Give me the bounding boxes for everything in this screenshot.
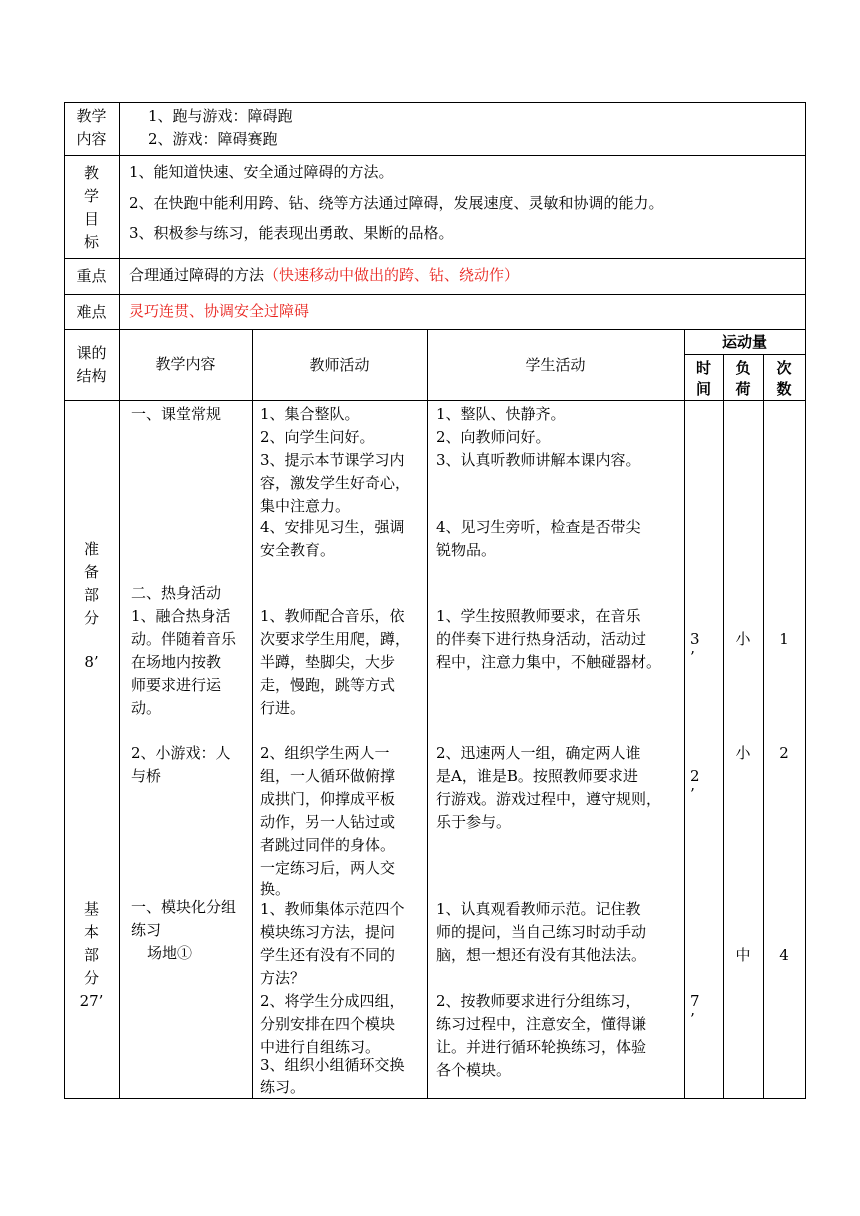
content-item-1: 1、跑与游戏：障碍跑 (148, 107, 293, 125)
teacher-line: 动作，另一人钻过或 (260, 813, 396, 831)
teacher-line: 成拱门，仰撑成平板 (260, 790, 396, 808)
goal-3: 3、积极参与练习，能表现出勇敢、果断的品格。 (129, 224, 454, 242)
content-line: 2、小游戏：人 (131, 744, 231, 762)
teacher-line: 容，激发学生好奇心， (260, 474, 411, 492)
structure-header-line-1: 课的 (76, 344, 107, 362)
student-line: 的伴奏下进行热身活动，活动过 (436, 630, 647, 648)
load-intensity: 小 (735, 744, 751, 762)
goal-1: 1、能知道快速、安全通过障碍的方法。 (129, 163, 394, 181)
content-line: 二、热身活动 (131, 584, 222, 602)
teacher-line: 半蹲，垫脚尖，大步 (260, 653, 396, 671)
load-time-unit: ’ (690, 785, 695, 803)
teacher-line: 行进。 (260, 699, 306, 717)
content-line: 师要求进行运 (131, 676, 222, 694)
goal-2: 2、在快跑中能利用跨、钻、绕等方法通过障碍，发展速度、灵敏和协调的能力。 (129, 194, 664, 212)
content-line: 与桥 (131, 767, 162, 785)
load-time: 2 (690, 767, 700, 785)
intensity-header-char-2: 荷 (735, 380, 751, 398)
teacher-line: 学生还有没有不同的 (260, 946, 396, 964)
intensity-header-char-1: 负 (735, 359, 751, 377)
load-intensity: 中 (735, 946, 751, 964)
teacher-line: 分别安排在四个模块 (260, 1015, 396, 1033)
prep-char: 准 (83, 540, 99, 558)
load-time: 7 (690, 992, 700, 1010)
goal-label-char-3: 目 (83, 210, 99, 228)
student-line: 2、按教师要求进行分组练习， (436, 992, 641, 1010)
teacher-column-header: 教师活动 (309, 356, 370, 374)
student-column-header: 学生活动 (525, 356, 586, 374)
teacher-line: 3、提示本节课学习内 (260, 451, 405, 469)
teacher-line: 4、安排见习生，强调 (260, 518, 405, 536)
content-line: 1、融合热身活 (131, 607, 231, 625)
content-line: 练习 (131, 921, 162, 939)
teacher-line: 者跳过同伴的身体。 (260, 836, 396, 854)
basic-duration: 27’ (79, 992, 104, 1010)
count-header-char-1: 次 (776, 359, 792, 377)
content-line: 在场地内按教 (131, 653, 222, 671)
teacher-line: 2、组织学生两人一 (260, 744, 390, 762)
content-label-line-2: 内容 (76, 130, 107, 148)
load-column-header: 运动量 (721, 333, 767, 351)
teacher-line: 组，一人循环做俯撑 (260, 767, 396, 785)
load-time: 3 (690, 630, 700, 648)
student-line: 3、认真听教师讲解本课内容。 (436, 451, 641, 469)
teacher-line: 中进行自组练习。 (260, 1038, 381, 1056)
teacher-line: 2、向学生问好。 (260, 428, 375, 446)
teacher-line: 3、组织小组循环交换 (260, 1056, 405, 1074)
student-line: 1、认真观看教师示范。记住教 (436, 900, 641, 918)
content-line: 场地① (147, 944, 193, 962)
teacher-line: 1、教师集体示范四个 (260, 900, 405, 918)
teacher-line: 一定练习后，两人交 (260, 859, 396, 877)
teacher-line: 2、将学生分成四组， (260, 992, 405, 1010)
student-line: 程中，注意力集中，不触碰器材。 (436, 653, 662, 671)
student-line: 乐于参与。 (436, 813, 512, 831)
prep-char: 部 (83, 586, 99, 604)
content-label-line-1: 教学 (76, 107, 107, 125)
goal-label-char-2: 学 (83, 187, 99, 205)
load-time-unit: ’ (690, 648, 695, 666)
teacher-line: 集中注意力。 (260, 497, 351, 515)
difficulty-label: 难点 (76, 303, 107, 321)
teacher-line: 换。 (260, 880, 291, 898)
content-column-header: 教学内容 (155, 355, 216, 373)
teacher-line: 模块练习方法，提问 (260, 923, 396, 941)
content-item-2: 2、游戏：障碍赛跑 (148, 130, 278, 148)
load-time-unit: ’ (690, 1010, 695, 1028)
time-header-char-1: 时 (695, 359, 711, 377)
student-line: 锐物品。 (436, 541, 497, 559)
student-line: 行游戏。游戏过程中，遵守规则， (436, 790, 662, 808)
teacher-line: 走，慢跑，跳等方式 (260, 676, 396, 694)
load-count: 2 (779, 744, 789, 762)
basic-char: 基 (83, 900, 99, 918)
count-header-char-2: 数 (776, 380, 792, 398)
basic-char: 分 (83, 969, 99, 987)
teacher-line: 方法？ (260, 969, 306, 987)
student-line: 练习过程中，注意安全，懂得谦 (436, 1015, 647, 1033)
goal-label-char-1: 教 (83, 164, 99, 182)
teacher-line: 1、集合整队。 (260, 405, 360, 423)
teacher-line: 次要求学生用爬，蹲， (260, 630, 411, 648)
prep-char: 备 (83, 563, 99, 581)
difficulty-text: 灵巧连贯、协调安全过障碍 (129, 302, 310, 320)
student-line: 师的提问，当自己练习时动手动 (436, 923, 647, 941)
content-line: 动。伴随着音乐 (131, 630, 237, 648)
key-point (129, 264, 519, 287)
prep-char: 分 (83, 609, 99, 627)
key-point-highlight: （快速移动中做出的跨、钻、绕动作） (264, 266, 520, 284)
student-line: 是A，谁是B。按照教师要求进 (436, 767, 638, 785)
student-line: 4、见习生旁听，检查是否带尖 (436, 518, 641, 536)
basic-char: 部 (83, 946, 99, 964)
key-point-text: 合理通过障碍的方法 (129, 266, 265, 284)
student-line: 1、整队、快静齐。 (436, 405, 566, 423)
goal-label-char-4: 标 (83, 233, 99, 251)
student-line: 脑，想一想还有没有其他法法。 (436, 946, 647, 964)
teacher-line: 安全教育。 (260, 541, 336, 559)
student-line: 各个模块。 (436, 1061, 512, 1079)
content-routine: 一、课堂常规 (131, 405, 222, 423)
teacher-line: 练习。 (260, 1078, 306, 1096)
key-point-label: 重点 (76, 267, 107, 285)
student-line: 2、迅速两人一组，确定两人谁 (436, 744, 641, 762)
structure-header-line-2: 结构 (76, 367, 107, 385)
time-header-char-2: 间 (695, 380, 711, 398)
basic-char: 本 (83, 923, 99, 941)
content-line: 一、模块化分组 (131, 898, 237, 916)
load-count: 1 (779, 630, 789, 648)
load-intensity: 小 (735, 630, 751, 648)
student-line: 让。并进行循环轮换练习，体验 (436, 1038, 647, 1056)
prep-duration: 8’ (84, 653, 99, 671)
load-count: 4 (779, 946, 789, 964)
student-line: 2、向教师问好。 (436, 428, 551, 446)
student-line: 1、学生按照教师要求，在音乐 (436, 607, 641, 625)
teacher-line: 1、教师配合音乐，依 (260, 607, 405, 625)
content-line: 动。 (131, 699, 162, 717)
